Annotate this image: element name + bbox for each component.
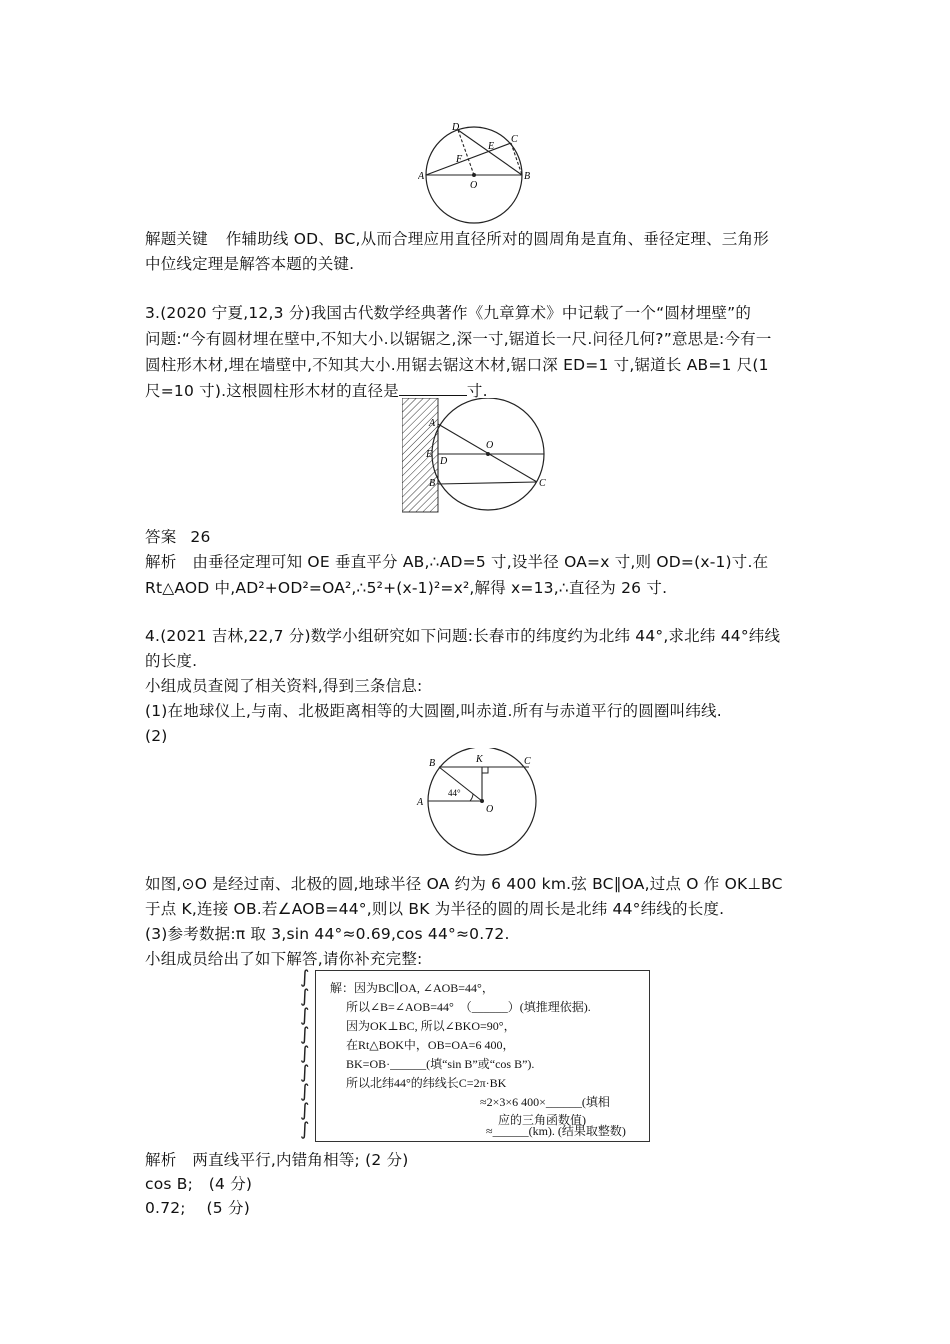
notebook-line1: 解：因为BC∥OA, ∠AOB=44°， xyxy=(330,981,494,995)
notebook-line2: 所以∠B=∠AOB=44° （______）(填推理依据). xyxy=(346,1000,591,1014)
q4-line8: (3)参考数据:π 取 3,sin 44°≈0.69,cos 44°≈0.72. xyxy=(145,925,510,943)
q4-line9: 小组成员给出了如下解答,请你补充完整: xyxy=(145,950,423,968)
q4-line5: (2) xyxy=(145,727,168,745)
q4-solution-line3: 0.72; (5 分) xyxy=(145,1199,250,1217)
fig1-label-b: B xyxy=(524,171,531,182)
figure-wall-circle xyxy=(402,398,552,516)
figure-circle-diameter-ab xyxy=(418,122,538,226)
fig2-label-o: O xyxy=(486,440,494,451)
q4-line6: 如图,⊙O 是经过南、北极的圆,地球半径 OA 约为 6 400 km.弦 BC∥OA,过点 O 作 OK⊥BC xyxy=(145,875,783,893)
fig1-label-d: D xyxy=(452,122,460,133)
key-point-line2: 中位线定理是解答本题的关键. xyxy=(145,255,355,273)
fig3-label-a: A xyxy=(417,797,424,808)
fig1-label-f: F xyxy=(456,154,463,165)
notebook-line7: ≈2×3×6 400×______(填相 xyxy=(480,1095,610,1109)
notebook-line3: 因为OK⊥BC, 所以∠BKO=90°， xyxy=(346,1019,516,1033)
notebook-line4: 在Rt△BOK中，OB=OA=6 400， xyxy=(346,1038,515,1052)
key-point-tag: 解题关键 xyxy=(145,230,208,248)
q4-solution-line1: 解析 两直线平行,内错角相等; (2 分) xyxy=(145,1151,409,1169)
notebook-line5: BK=OB·______(填“sin B”或“cos B”). xyxy=(346,1057,535,1071)
fig3-label-c: C xyxy=(524,756,531,767)
q3-solution-line1: 解析 由垂径定理可知 OE 垂直平分 AB,∴AD=5 寸,设半径 OA=x 寸,则 OD=(x-1)寸.在 xyxy=(145,553,769,571)
q3-line3: 圆柱形木材,埋在墙壁中,不知其大小.用锯去锯这木材,锯口深 ED=1 寸,锯道长 AB=1 尺(1 xyxy=(145,356,769,374)
fig1-label-c: C xyxy=(511,134,518,145)
q3-line4: 尺=10 寸).这根圆柱形木材的直径是 寸. xyxy=(145,382,488,400)
fig1-label-e: E xyxy=(488,141,495,152)
fig1-label-o: O xyxy=(470,180,478,191)
fig2-label-a: A xyxy=(429,418,436,429)
q4-line7: 于点 K,连接 OB.若∠AOB=44°,则以 BK 为半径的圆的周长是北纬 44°纬线的长度. xyxy=(145,900,725,918)
q4-line3: 小组成员查阅了相关资料,得到三条信息: xyxy=(145,677,423,695)
q4-line1: 4.(2021 吉林,22,7 分)数学小组研究如下问题:长春市的纬度约为北纬 44°,求北纬 44°纬线 xyxy=(145,627,781,645)
fig2-label-d: D xyxy=(440,456,448,467)
fig3-label-angle: 44° xyxy=(448,788,461,798)
fig3-label-o: O xyxy=(486,804,494,815)
q3-line2: 问题:“今有圆材埋在壁中,不知大小.以锯锯之,深一寸,锯道长一尺.问径几何?”意思是:今有一 xyxy=(145,330,772,348)
notebook-line9: ≈______(km). (结果取整数) xyxy=(486,1124,626,1138)
fig2-label-c: C xyxy=(539,478,546,489)
q4-line4: (1)在地球仪上,与南、北极距离相等的大圆圈,叫赤道.所有与赤道平行的圆圈叫纬线. xyxy=(145,702,722,720)
answer-blank[interactable] xyxy=(399,381,467,396)
key-point-line1: 解题关键 作辅助线 OD、BC,从而合理应用直径所对的圆周角是直角、垂径定理、三角形 xyxy=(145,230,769,248)
spiral-binding: ∫ ∫ ∫ ∫ ∫ ∫ ∫ ∫ ∫ xyxy=(300,967,310,1140)
q3-solution-line2: Rt△AOD 中,AD²+OD²=OA²,∴5²+(x-1)²=x²,解得 x=13,∴直径为 26 寸. xyxy=(145,579,668,597)
fig2-label-e: E xyxy=(426,449,433,460)
fig3-label-b: B xyxy=(429,758,436,769)
fig1-label-a: A xyxy=(418,171,425,182)
fig3-label-k: K xyxy=(476,754,483,765)
q3-line1: 3.(2020 宁夏,12,3 分)我国古代数学经典著作《九章算术》中记载了一个“圆材埋壁”的 xyxy=(145,304,752,322)
q4-line2: 的长度. xyxy=(145,652,198,670)
figure-latitude-circle xyxy=(412,748,540,858)
notebook-line6: 所以北纬44°的纬线长C=2π·BK xyxy=(346,1076,507,1090)
q4-solution-line2: cos B; (4 分) xyxy=(145,1175,253,1193)
notebook-line8: 应的三角函数值) xyxy=(498,1113,586,1127)
fig2-label-b: B xyxy=(429,478,436,489)
q3-answer: 答案 26 xyxy=(145,528,211,546)
